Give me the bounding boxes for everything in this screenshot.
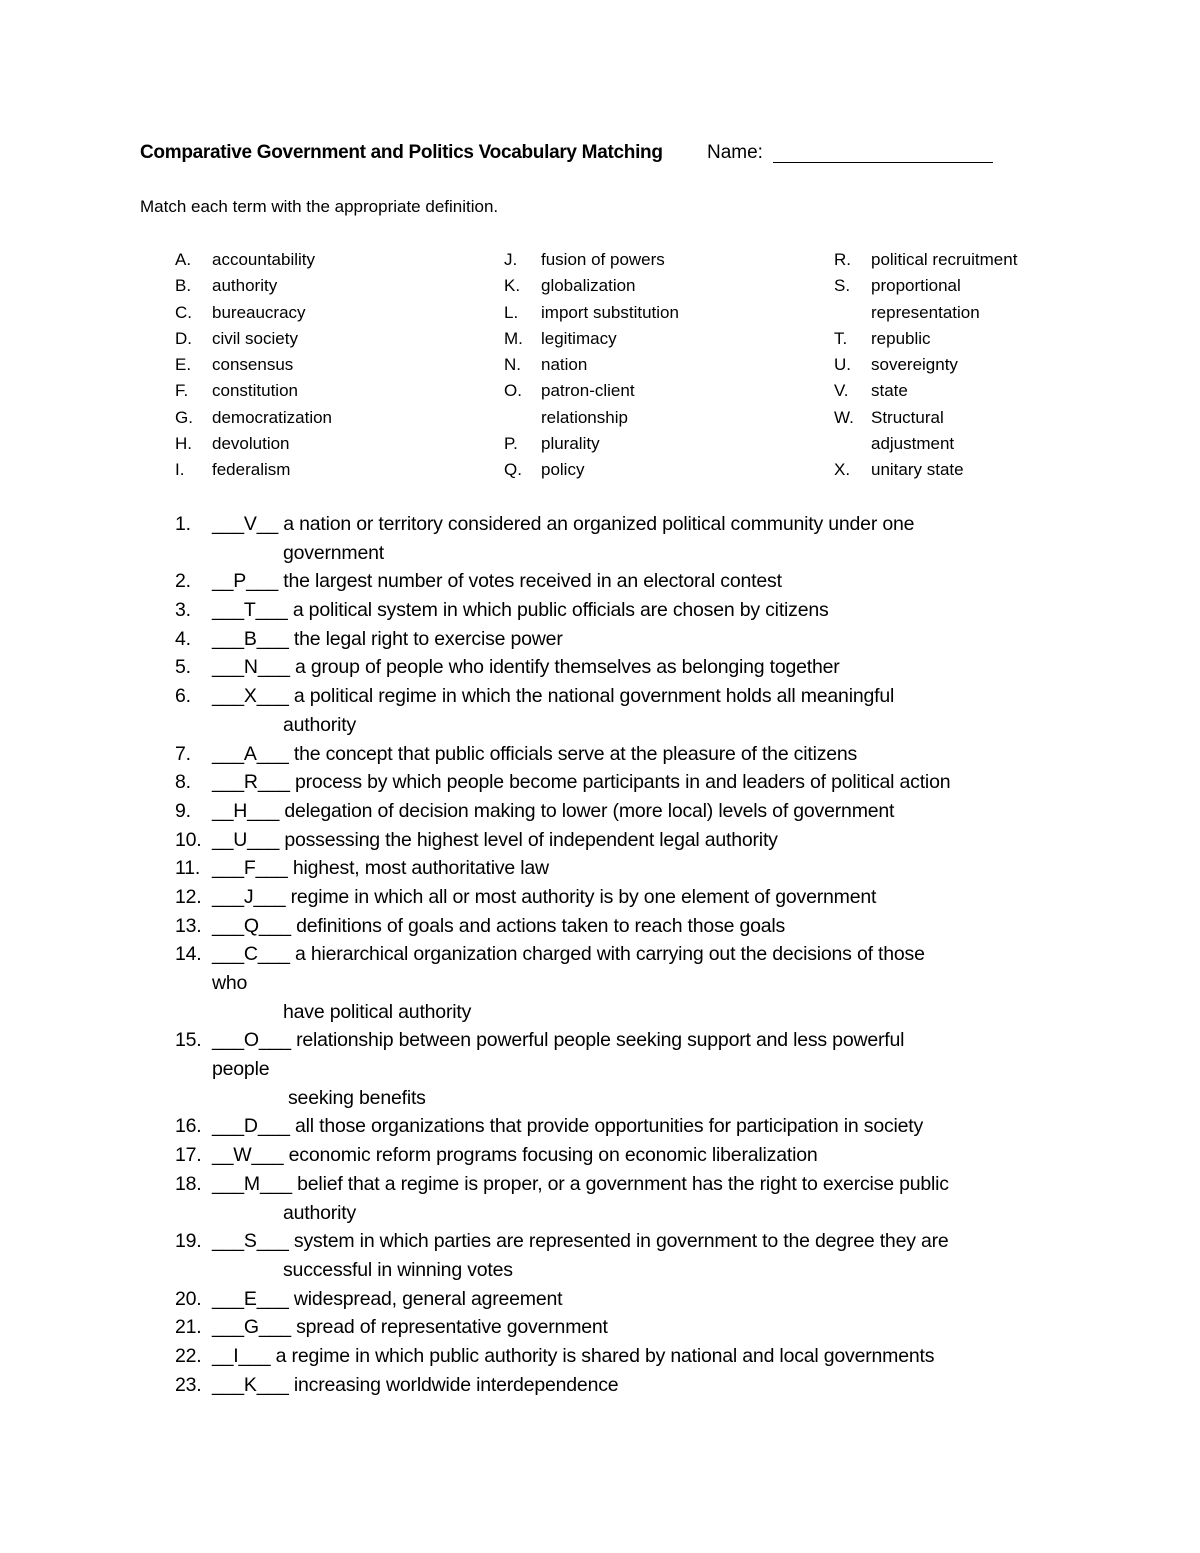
answer-blank[interactable]: ___X___ bbox=[212, 685, 289, 708]
question-definition-continuation-text: authority bbox=[283, 1201, 356, 1224]
question-definition: widespread, general agreement bbox=[293, 1287, 563, 1310]
question-number: 9. bbox=[175, 799, 191, 822]
question-item bbox=[175, 1345, 1075, 1374]
question-number: 21. bbox=[175, 1316, 202, 1339]
question-definition: economic reform programs focusing on economic liberalization bbox=[288, 1144, 818, 1167]
question-item bbox=[175, 599, 1075, 628]
answer-blank[interactable]: ___N___ bbox=[212, 656, 290, 679]
question-answer-row bbox=[212, 599, 829, 622]
answer-blank[interactable]: ___Q___ bbox=[212, 914, 291, 937]
answer-blank[interactable]: ___F___ bbox=[212, 857, 288, 880]
instructions: Match each term with the appropriate definition. bbox=[140, 197, 499, 216]
question-definition: possessing the highest level of independent legal authority bbox=[284, 828, 778, 851]
question-answer-row bbox=[212, 886, 876, 909]
question-definition: relationship between powerful people seeking support and less powerful bbox=[296, 1029, 905, 1052]
question-item bbox=[175, 1230, 1075, 1259]
question-item bbox=[175, 943, 1075, 972]
question-number: 11. bbox=[175, 857, 201, 880]
question-item bbox=[175, 857, 1075, 886]
term-letter: S. bbox=[834, 276, 851, 296]
question-definition: increasing worldwide interdependence bbox=[293, 1373, 619, 1396]
question-number: 19. bbox=[175, 1230, 202, 1253]
question-item bbox=[175, 1115, 1075, 1144]
question-definition-continuation-text: seeking benefits bbox=[288, 1086, 426, 1109]
term-text: sovereignty bbox=[871, 355, 958, 375]
term-letter: Q. bbox=[504, 460, 522, 480]
question-definition-continuation bbox=[175, 542, 1075, 571]
question-definition-continuation-text: successful in winning votes bbox=[283, 1258, 513, 1281]
question-item bbox=[175, 1144, 1075, 1173]
term-text: legitimacy bbox=[541, 328, 617, 348]
term-text-continuation: representation bbox=[871, 302, 980, 322]
question-answer-row bbox=[212, 857, 549, 880]
term-letter: V. bbox=[834, 381, 849, 401]
question-number: 13. bbox=[175, 914, 202, 937]
question-answer-row bbox=[212, 915, 785, 938]
question-definition: a political system in which public officials are chosen by citizens bbox=[292, 599, 829, 622]
term-letter: X. bbox=[834, 460, 851, 480]
question-answer-row bbox=[212, 771, 950, 794]
term-text: bureaucracy bbox=[212, 302, 306, 322]
term-text: unitary state bbox=[871, 460, 964, 480]
term-letter: C. bbox=[175, 302, 192, 322]
question-number: 10. bbox=[175, 828, 202, 851]
question-definition: the largest number of votes received in an electoral contest bbox=[283, 570, 782, 593]
term-text: nation bbox=[541, 355, 588, 375]
question-definition: a nation or territory considered an organized political community under one bbox=[283, 513, 915, 535]
term-letter: J. bbox=[504, 250, 518, 269]
term-letter: K. bbox=[504, 276, 521, 296]
term-text: devolution bbox=[212, 434, 290, 454]
term-letter: B. bbox=[175, 276, 192, 296]
answer-blank[interactable]: ___A___ bbox=[212, 742, 289, 765]
question-number: 4. bbox=[175, 627, 191, 650]
question-definition-continuation bbox=[175, 1202, 1075, 1231]
question-item bbox=[175, 1173, 1075, 1202]
term-text: federalism bbox=[212, 460, 291, 480]
term-text-continuation: adjustment bbox=[871, 434, 955, 454]
question-number: 1. bbox=[175, 513, 191, 535]
question-number: 16. bbox=[175, 1115, 202, 1138]
term-text: fusion of powers bbox=[541, 250, 665, 269]
question-number: 22. bbox=[175, 1344, 202, 1367]
term-text: republic bbox=[871, 328, 931, 348]
answer-blank[interactable]: __U___ bbox=[212, 828, 280, 851]
question-definition: a political regime in which the national government holds all meaningful bbox=[293, 685, 895, 708]
question-item bbox=[175, 743, 1075, 772]
term-letter: N. bbox=[504, 355, 521, 375]
question-number: 17. bbox=[175, 1144, 202, 1167]
term-text: policy bbox=[541, 460, 585, 480]
question-item bbox=[175, 513, 1075, 542]
question-answer-row bbox=[212, 628, 563, 651]
question-item bbox=[175, 570, 1075, 599]
question-list bbox=[175, 513, 1075, 1402]
term-text: constitution bbox=[212, 381, 298, 401]
term-letter: T. bbox=[834, 328, 848, 348]
answer-blank[interactable]: ___K___ bbox=[212, 1373, 289, 1396]
question-number: 3. bbox=[175, 599, 191, 622]
answer-blank[interactable]: __I___ bbox=[212, 1344, 271, 1367]
question-definition: a regime in which public authority is shared by national and local governments bbox=[275, 1344, 935, 1367]
question-answer-row bbox=[212, 1173, 949, 1196]
question-answer-row bbox=[212, 943, 925, 966]
question-definition-wrap-text: people bbox=[212, 1058, 270, 1081]
term-letter: G. bbox=[175, 407, 193, 427]
worksheet-header bbox=[140, 142, 1040, 172]
question-answer-row bbox=[212, 1288, 562, 1311]
question-number: 5. bbox=[175, 656, 191, 679]
question-definition-wrap bbox=[175, 972, 1075, 1001]
question-item bbox=[175, 1288, 1075, 1317]
name-label: Name: bbox=[707, 142, 763, 163]
term-letter: M. bbox=[504, 328, 523, 348]
question-item bbox=[175, 1316, 1075, 1345]
term-text: proportional bbox=[871, 276, 961, 296]
question-answer-row bbox=[212, 1374, 618, 1397]
question-definition-continuation bbox=[175, 1001, 1075, 1030]
question-definition-wrap-text: who bbox=[212, 972, 248, 994]
question-definition: the legal right to exercise power bbox=[293, 627, 563, 650]
term-letter: A. bbox=[175, 250, 192, 269]
term-text: democratization bbox=[212, 407, 333, 427]
answer-blank[interactable]: ___S___ bbox=[212, 1230, 289, 1253]
question-number: 8. bbox=[175, 771, 191, 794]
answer-blank[interactable]: ___B___ bbox=[212, 627, 289, 650]
question-definition-continuation-text: government bbox=[283, 541, 384, 564]
question-answer-row bbox=[212, 1316, 608, 1339]
answer-blank[interactable]: ___R___ bbox=[212, 771, 290, 794]
question-number: 2. bbox=[175, 570, 191, 593]
question-answer-row bbox=[212, 743, 857, 766]
question-item bbox=[175, 656, 1075, 685]
question-number: 14. bbox=[175, 943, 202, 966]
term-text: import substitution bbox=[541, 302, 679, 322]
answer-blank[interactable]: ___M___ bbox=[212, 1172, 292, 1195]
question-definition-continuation-text: authority bbox=[283, 713, 356, 736]
question-item bbox=[175, 800, 1075, 829]
term-letter: L. bbox=[504, 302, 519, 322]
term-text: patron-client bbox=[541, 381, 635, 401]
term-text: authority bbox=[212, 276, 278, 296]
answer-blank[interactable]: ___E___ bbox=[212, 1287, 289, 1310]
term-text: plurality bbox=[541, 434, 600, 454]
question-answer-row bbox=[212, 1345, 934, 1368]
term-letter: U. bbox=[834, 355, 851, 375]
term-letter: I. bbox=[175, 460, 185, 480]
question-definition: a group of people who identify themselves as belonging together bbox=[294, 656, 840, 679]
answer-blank[interactable]: ___C___ bbox=[212, 943, 290, 966]
term-letter: E. bbox=[175, 355, 192, 375]
term-text: accountability bbox=[212, 250, 316, 269]
term-letter: F. bbox=[175, 381, 189, 401]
question-definition-continuation bbox=[175, 714, 1075, 743]
answer-blank[interactable]: ___T___ bbox=[212, 599, 288, 622]
question-number: 6. bbox=[175, 685, 191, 708]
term-letter: H. bbox=[175, 434, 192, 454]
question-item bbox=[175, 628, 1075, 657]
term-letter: W. bbox=[834, 407, 854, 427]
question-number: 15. bbox=[175, 1029, 202, 1052]
question-number: 20. bbox=[175, 1287, 202, 1310]
question-answer-row bbox=[212, 829, 778, 852]
name-field-line[interactable] bbox=[773, 162, 993, 163]
answer-blank[interactable]: __P___ bbox=[212, 570, 279, 593]
question-answer-row bbox=[212, 685, 894, 708]
answer-blank[interactable]: ___O___ bbox=[212, 1029, 291, 1052]
question-item bbox=[175, 1374, 1075, 1403]
question-number: 12. bbox=[175, 885, 202, 908]
answer-blank[interactable]: ___V__ bbox=[212, 513, 279, 535]
answer-blank[interactable]: __W___ bbox=[212, 1144, 284, 1167]
question-definition: regime in which all or most authority is by one element of government bbox=[290, 885, 877, 908]
question-answer-row bbox=[212, 656, 840, 679]
term-letter: P. bbox=[504, 434, 518, 454]
term-text: consensus bbox=[212, 355, 294, 375]
term-text: civil society bbox=[212, 328, 298, 348]
term-letter: O. bbox=[504, 381, 522, 401]
question-answer-row bbox=[212, 800, 894, 823]
question-definition: delegation of decision making to lower (more local) levels of government bbox=[284, 799, 895, 822]
question-answer-row bbox=[212, 1144, 818, 1167]
question-item bbox=[175, 915, 1075, 944]
term-text: state bbox=[871, 381, 908, 401]
answer-blank[interactable]: ___D___ bbox=[212, 1115, 290, 1138]
question-answer-row bbox=[212, 570, 782, 593]
question-definition-continuation bbox=[175, 1087, 1075, 1116]
page-title: Comparative Government and Politics Vocabulary Matching bbox=[140, 142, 663, 163]
term-text-continuation: relationship bbox=[541, 407, 628, 427]
question-definition: system in which parties are represented in government to the degree they are bbox=[293, 1230, 949, 1253]
term-letter: D. bbox=[175, 328, 192, 348]
answer-blank[interactable]: ___J___ bbox=[212, 885, 286, 908]
question-definition: all those organizations that provide opportunities for participation in society bbox=[294, 1115, 924, 1138]
question-definition: spread of representative government bbox=[296, 1316, 608, 1339]
question-definition: a hierarchical organization charged with carrying out the decisions of those bbox=[294, 943, 925, 966]
answer-blank[interactable]: ___G___ bbox=[212, 1316, 291, 1339]
term-text: globalization bbox=[541, 276, 636, 296]
question-item bbox=[175, 886, 1075, 915]
question-definition: belief that a regime is proper, or a government has the right to exercise public bbox=[297, 1172, 949, 1195]
question-answer-row bbox=[212, 1115, 923, 1138]
answer-blank[interactable]: __H___ bbox=[212, 799, 280, 822]
question-definition: process by which people become participants in and leaders of political action bbox=[294, 771, 951, 794]
question-item bbox=[175, 829, 1075, 858]
question-number: 23. bbox=[175, 1373, 202, 1396]
question-answer-row bbox=[212, 513, 914, 536]
question-item bbox=[175, 771, 1075, 800]
term-text: Structural bbox=[871, 407, 944, 427]
question-definition: definitions of goals and actions taken to reach those goals bbox=[296, 914, 786, 937]
term-letter: R. bbox=[834, 250, 851, 269]
question-item bbox=[175, 685, 1075, 714]
question-definition-continuation bbox=[175, 1259, 1075, 1288]
question-definition: highest, most authoritative law bbox=[292, 857, 549, 880]
question-definition-wrap bbox=[175, 1058, 1075, 1087]
question-definition: the concept that public officials serve at the pleasure of the citizens bbox=[293, 742, 858, 765]
question-answer-row bbox=[212, 1230, 949, 1253]
term-text: political recruitment bbox=[871, 250, 1018, 269]
question-item bbox=[175, 1029, 1075, 1058]
question-number: 7. bbox=[175, 742, 191, 765]
question-answer-row bbox=[212, 1029, 904, 1052]
question-number: 18. bbox=[175, 1172, 202, 1195]
question-definition-continuation-text: have political authority bbox=[283, 1000, 472, 1023]
